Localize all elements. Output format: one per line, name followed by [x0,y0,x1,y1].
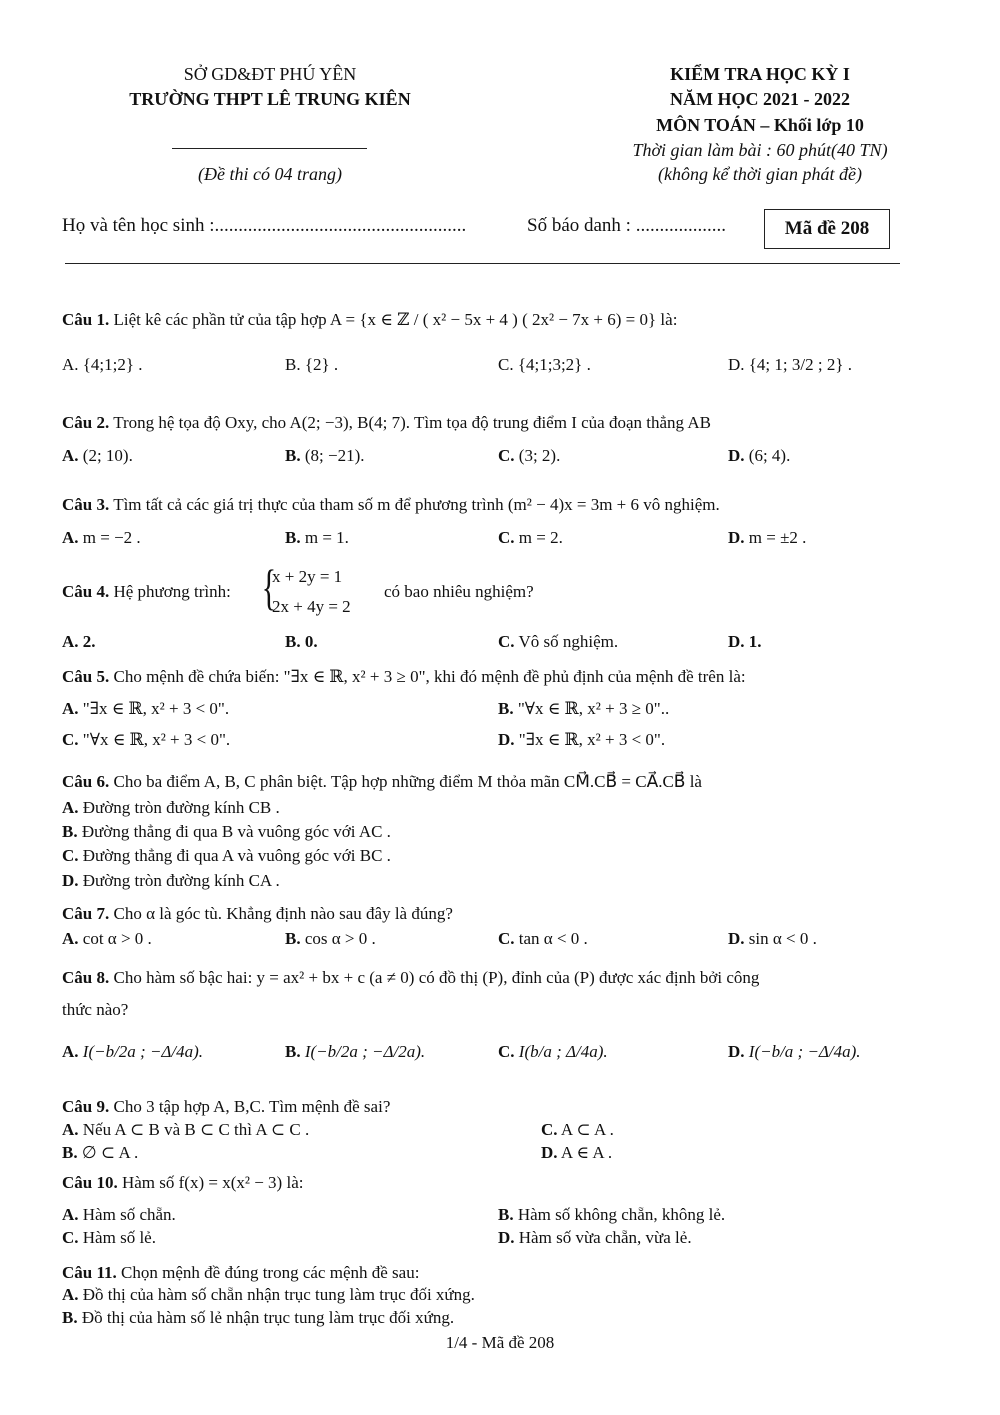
exam-code-box: Mã đề 208 [764,209,890,249]
q4-option-a: A. 2. [62,632,96,651]
q5-option-d: D. "∃x ∈ ℝ, x² + 3 < 0". [498,730,666,749]
q1-option-a: A. {4;1;2} . [62,355,143,374]
subject-grade: MÔN TOÁN – Khối lớp 10 [656,115,864,135]
info-divider [65,263,900,264]
q9-option-d: D. A ∈ A . [541,1143,613,1162]
q5-option-b: B. "∀x ∈ ℝ, x² + 3 ≥ 0".. [498,699,670,718]
question-9 [62,1097,390,1117]
question-4 [62,582,231,602]
question-7 [62,904,453,924]
question-text: Chọn mệnh đề đúng trong các mệnh đề sau: [121,1263,420,1282]
question-4-tail: có bao nhiêu nghiệm? [384,582,534,601]
q6-option-a: A. Đường tròn đường kính CB . [62,798,280,817]
q7-option-b: B. cos α > 0 . [285,929,376,948]
q9-option-b: B. ∅ ⊂ A . [62,1143,139,1162]
question-text: Cho mệnh đề chứa biến: "∃x ∈ ℝ, x² + 3 ≥ 0", khi đó mệnh đề phủ định của mệnh đề trên là: [113,667,746,686]
q9-option-a: A. Nếu A ⊂ B và B ⊂ C thì A ⊂ C . [62,1120,310,1139]
q8-option-c: C. I(b/a ; Δ/4a). [498,1042,608,1061]
question-3 [62,495,720,515]
question-11 [62,1263,419,1283]
question-label: Câu 4. [62,582,110,601]
duration-note: (không kể thời gian phát đề) [657,164,863,184]
exam-title: KIỂM TRA HỌC KỲ I [670,64,850,84]
q7-option-a: A. cot α > 0 . [62,929,152,948]
question-8-continued: thức nào? [62,1000,129,1019]
question-label: Câu 7. [62,904,110,923]
q8-option-d: D. I(−b/a ; −Δ/4a). [728,1042,861,1061]
question-label: Câu 8. [62,968,110,987]
department-name: SỞ GD&ĐT PHÚ YÊN [183,64,357,84]
school-year: NĂM HỌC 2021 - 2022 [670,89,850,109]
q11-option-a: A. Đồ thị của hàm số chẵn nhận trục tung làm trục đối xứng. [62,1285,475,1304]
school-name: TRƯỜNG THPT LÊ TRUNG KIÊN [129,89,411,109]
q3-option-c: C. m = 2. [498,528,563,547]
q9-option-c: C. A ⊂ A . [541,1120,614,1139]
q4-option-b: B. 0. [285,632,318,651]
q4-option-d: D. 1. [728,632,762,651]
q11-option-b: B. Đồ thị của hàm số lẻ nhận trục tung làm trục đối xứng. [62,1308,455,1327]
q1-option-c: C. {4;1;3;2} . [498,355,591,374]
q4-option-c: C. Vô số nghiệm. [498,632,619,651]
question-text: Cho α là góc tù. Khẳng định nào sau đây là đúng? [113,904,453,923]
question-10 [62,1173,303,1193]
question-text: Liệt kê các phần tử của tập hợp A = {x ∈ ℤ / ( x² − 5x + 4 ) ( 2x² − 7x + 6) = 0} là: [113,310,678,329]
question-2 [62,413,711,433]
question-text: Hàm số f(x) = x(x² − 3) là: [121,1173,304,1192]
question-label: Câu 6. [62,772,110,791]
q6-option-c: C. Đường thẳng đi qua A và vuông góc với BC . [62,846,391,865]
question-text: Cho hàm số bậc hai: y = ax² + bx + c (a ≠ 0) có đồ thị (P), đỉnh của (P) được xác định bởi công [113,968,760,987]
system-eq1: x + 2y = 1 [272,567,343,586]
q3-option-a: A. m = −2 . [62,528,141,547]
page-count-note: (Đề thi có 04 trang) [198,164,342,184]
q10-option-b: B. Hàm số không chẵn, không lẻ. [498,1205,726,1224]
system-eq2: 2x + 4y = 2 [272,597,351,616]
q5-option-c: C. "∀x ∈ ℝ, x² + 3 < 0". [62,730,231,749]
question-text: Tìm tất cả các giá trị thực của tham số m để phương trình (m² − 4)x = 3m + 6 vô nghiệm. [113,495,720,514]
q1-option-b: B. {2} . [285,355,339,374]
q8-option-b: B. I(−b/2a ; −Δ/2a). [285,1042,426,1061]
q10-option-c: C. Hàm số lẻ. [62,1228,156,1247]
student-name-field: Họ và tên học sinh :..................................................... [62,215,467,236]
question-text: Hệ phương trình: [113,582,231,601]
q10-option-d: D. Hàm số vừa chẵn, vừa lẻ. [498,1228,692,1247]
question-label: Câu 1. [62,310,110,329]
q3-option-d: D. m = ±2 . [728,528,807,547]
q2-option-a: A. (2; 10). [62,446,133,465]
question-text: Cho 3 tập hợp A, B,C. Tìm mệnh đề sai? [113,1097,391,1116]
q1-option-d: D. {4; 1; 3/2 ; 2} . [728,355,852,374]
q7-option-c: C. tan α < 0 . [498,929,588,948]
question-label: Câu 11. [62,1263,117,1282]
q5-option-a: A. "∃x ∈ ℝ, x² + 3 < 0". [62,699,230,718]
question-8 [62,968,759,988]
question-1 [62,310,677,330]
exam-duration: Thời gian làm bài : 60 phút(40 TN) [632,140,888,160]
q6-option-d: D. Đường tròn đường kính CA . [62,871,280,890]
q2-option-c: C. (3; 2). [498,446,561,465]
question-label: Câu 2. [62,413,110,432]
q7-option-d: D. sin α < 0 . [728,929,817,948]
q3-option-b: B. m = 1. [285,528,349,547]
question-label: Câu 9. [62,1097,110,1116]
q6-option-b: B. Đường thẳng đi qua B và vuông góc với AC . [62,822,391,841]
system-brace: { [261,559,277,615]
student-id-field: Số báo danh : ................... [527,215,726,236]
q8-option-a: A. I(−b/2a ; −Δ/4a). [62,1042,204,1061]
question-5 [62,667,746,687]
question-text: Trong hệ tọa độ Oxy, cho A(2; −3), B(4; 7). Tìm tọa độ trung điểm I của đoạn thẳng AB [113,413,711,432]
question-6 [62,772,702,792]
header-left-divider [172,148,367,149]
question-text: Cho ba điểm A, B, C phân biệt. Tập hợp những điểm M thỏa mãn CM⃗.CB⃗ = CA⃗.CB⃗ là [113,772,702,791]
q10-option-a: A. Hàm số chẵn. [62,1205,176,1224]
q2-option-b: B. (8; −21). [285,446,365,465]
q2-option-d: D. (6; 4). [728,446,791,465]
question-label: Câu 10. [62,1173,118,1192]
page-footer: 1/4 - Mã đề 208 [445,1333,555,1352]
question-label: Câu 3. [62,495,110,514]
question-label: Câu 5. [62,667,110,686]
